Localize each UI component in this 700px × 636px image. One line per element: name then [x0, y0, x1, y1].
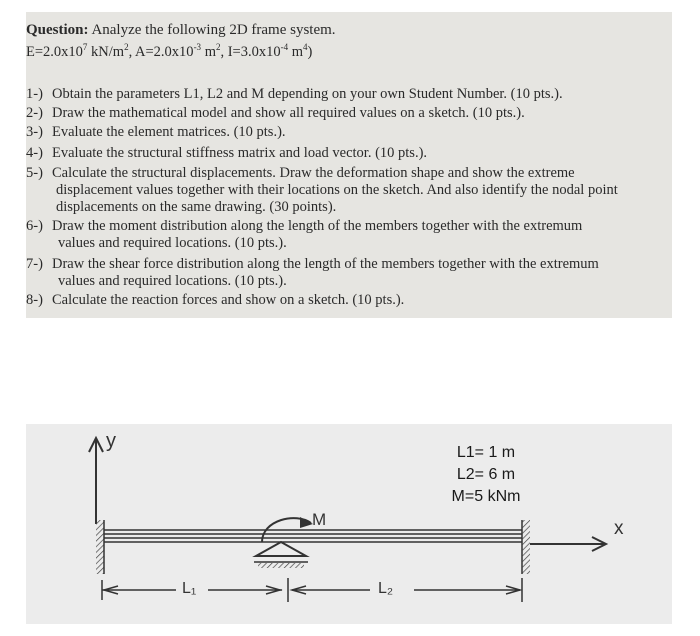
question-item-3: 3-) Evaluate the element matrices. (10 pts.).: [26, 124, 286, 140]
question-item-8: 8-) Calculate the reaction forces and show on a sketch. (10 pts.).: [26, 292, 405, 308]
beam: [104, 530, 522, 542]
y-axis-label: y: [106, 430, 116, 452]
question-item-1: 1-) Obtain the parameters L1, L2 and M depending on your own Student Number. (10 pts.).: [26, 86, 563, 102]
question-title: Question: Analyze the following 2D frame system.: [26, 22, 336, 38]
dimension-L2: [288, 578, 522, 602]
question-sheet: [26, 12, 672, 318]
question-item-5: 5-) Calculate the structural displacements. Draw the deformation shape and show the extreme: [26, 165, 575, 181]
left-fixed-support: [96, 520, 104, 574]
frame-figure: [26, 424, 672, 624]
x-axis-label: x: [614, 518, 624, 539]
question-item-4: 4-) Evaluate the structural stiffness matrix and load vector. (10 pts.).: [26, 145, 428, 161]
question-item-6: 6-) Draw the moment distribution along the length of the members together with the extremum: [26, 218, 583, 234]
material-properties: $E=2.0x10^7$ $kN/m^2$, $A=2.0x10^{-3}$ $m^2$, $I=3.0x10^{-4}$ $m^4$): [26, 42, 313, 60]
frame-drawing: [26, 424, 672, 624]
question-item-2: 2-) Draw the mathematical model and show all required values on a sketch. (10 pts.).: [26, 105, 525, 121]
question-item-7: 7-) Draw the shear force distribution along the length of the members together with the extremum: [26, 256, 599, 272]
pin-support: [254, 542, 308, 568]
param-L1: L1= 1 m: [456, 444, 516, 461]
parameter-list: [436, 442, 536, 508]
question-item-5-cont-1: displacement values together with their locations on the sketch. And also identify the nodal point: [56, 182, 618, 198]
question-item-5-cont-2: displacements on the same drawing. (30 points).: [56, 199, 337, 215]
moment-label: M: [312, 510, 327, 529]
dimension-L1-label: L₁: [182, 580, 197, 597]
param-M: M=5 kNm: [451, 488, 521, 505]
right-fixed-support: [522, 520, 530, 574]
question-item-6-cont: values and required locations. (10 pts.).: [58, 235, 287, 251]
param-L2: L2= 6 m: [456, 466, 516, 483]
dimension-L2-label: L₂: [378, 580, 394, 597]
question-item-7-cont: values and required locations. (10 pts.).: [58, 273, 287, 289]
